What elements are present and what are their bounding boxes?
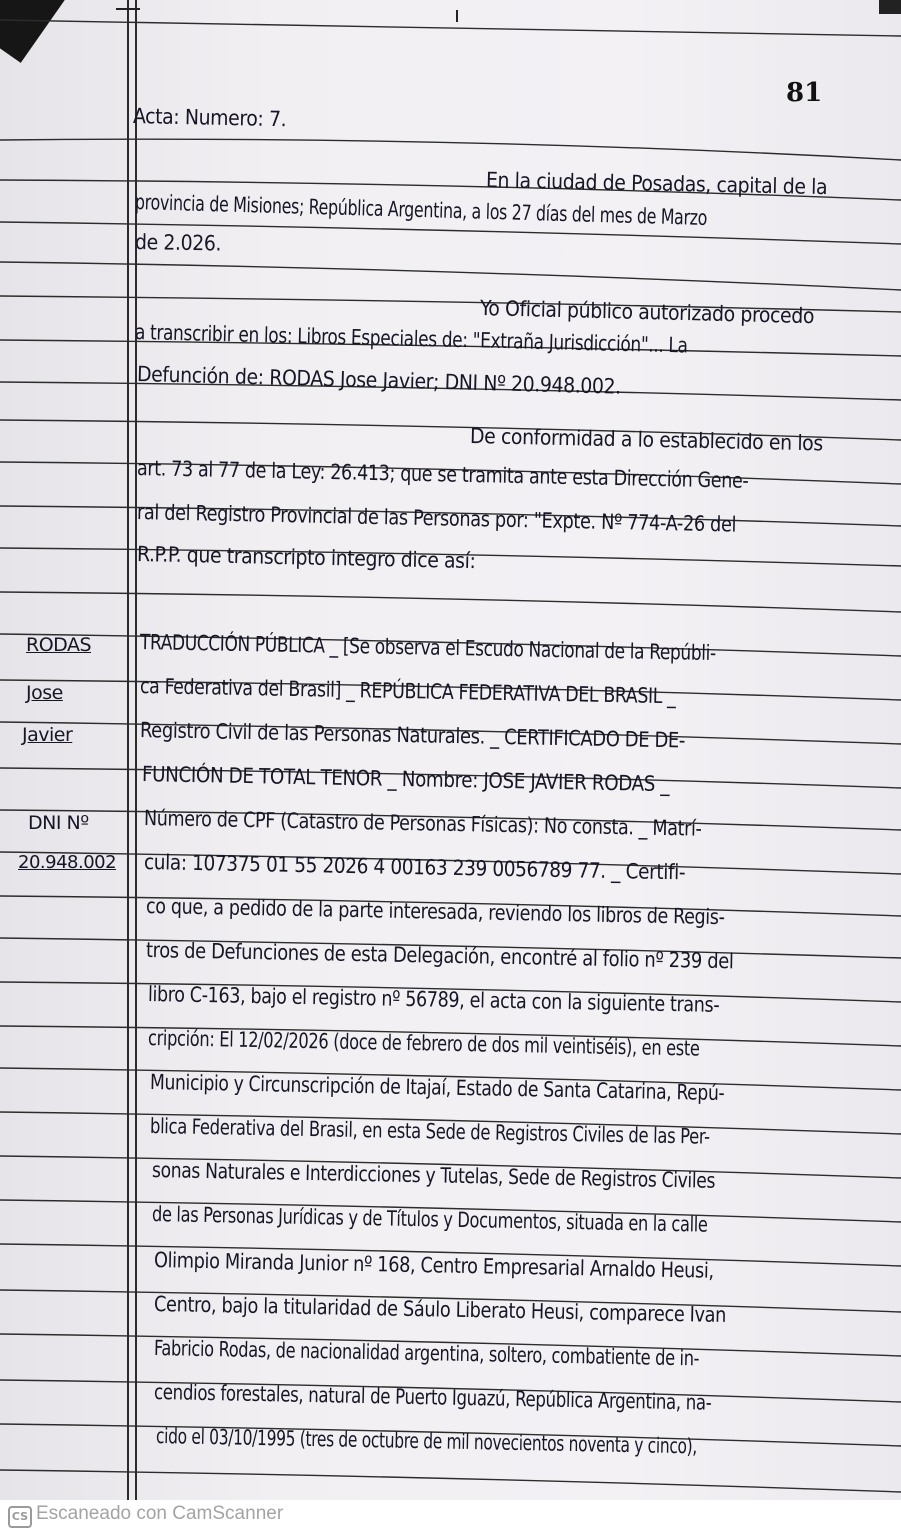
text-line: a transcribir en los: Libros Especiales de: "Extraña Jurisdicción"... La — [134, 320, 688, 358]
margin-line-inner — [135, 0, 137, 1500]
margin-note-first-name: Jose — [26, 682, 63, 704]
margin-line-outer — [127, 0, 129, 1500]
scanner-watermark-text: Escaneado con CamScanner — [36, 1503, 284, 1524]
text-line: Defunción de: RODAS Jose Javier; DNI Nº 20.948.002. — [136, 362, 622, 399]
text-line: art. 73 al 77 de la Ley: 26.413; que se tramita ante esta Dirección Gene- — [136, 456, 749, 493]
margin-note-dni-label: DNI Nº — [28, 812, 89, 834]
page-tick — [456, 10, 458, 22]
text-line: ca Federativa del Brasil] _ REPÚBLICA FEDERATIVA DEL BRASIL _ — [139, 674, 676, 709]
text-line: Municipio y Circunscripción de Itajaí, Estado de Santa Catarina, Repú- — [149, 1070, 725, 1106]
margin-note-surname: RODAS — [26, 634, 92, 656]
text-line: De conformidad a lo establecido en los — [469, 424, 824, 456]
text-line: provincia de Misiones; República Argentina, a los 27 días del mes de Marzo — [134, 190, 708, 230]
margin-tick — [116, 8, 140, 10]
text-line: libro C-163, bajo el registro nº 56789, el acta con la siguiente trans- — [147, 982, 720, 1017]
text-line: Fabricio Rodas, de nacionalidad argentina, soltero, combatiente de in- — [153, 1336, 700, 1371]
margin-note-second-name: Javier — [22, 724, 73, 746]
text-line: blica Federativa del Brasil, en esta Sede de Registros Civiles de las Per- — [149, 1114, 710, 1149]
text-line: de las Personas Jurídicas y de Títulos y Documentos, situada en la calle — [151, 1202, 708, 1237]
camscanner-icon: CS — [8, 1506, 32, 1528]
text-line: R.P.P. que transcripto integro dice así: — [136, 542, 476, 574]
text-line: TRADUCCIÓN PÚBLICA _ [Se observa el Escudo Nacional de la Repúbli- — [139, 630, 716, 666]
page-number: 81 — [786, 78, 823, 108]
text-line: ral del Registro Provincial de las Personas por: "Expte. Nº 774-A-26 del — [136, 500, 737, 537]
margin-note-dni-number: 20.948.002 — [18, 852, 117, 873]
text-line: Número de CPF (Catastro de Personas Físicas): No consta. _ Matrí- — [143, 806, 702, 841]
text-line: sonas Naturales e Interdicciones y Tutelas, Sede de Registros Civiles — [151, 1158, 716, 1193]
text-line: cido el 03/10/1995 (tres de octubre de mil novecientos noventa y cinco), — [155, 1424, 698, 1459]
text-line: de 2.026. — [134, 230, 222, 256]
text-line: FUNCIÓN DE TOTAL TENOR _ Nombre: JOSE JAVIER RODAS _ — [141, 762, 670, 797]
text-line: co que, a pedido de la parte interesada, reviendo los libros de Regis- — [145, 894, 725, 930]
text-line: cripción: El 12/02/2026 (doce de febrero de dos mil veintiséis), en este — [147, 1026, 700, 1061]
text-line: Registro Civil de las Personas Naturales. _ CERTIFICADO DE DE- — [139, 718, 686, 753]
text-line: Centro, bajo la titularidad de Sáulo Liberato Heusi, comparece Ivan — [153, 1292, 727, 1327]
text-line: En la ciudad de Posadas, capital de la — [485, 168, 828, 200]
text-line: cendios forestales, natural de Puerto Iguazú, República Argentina, na- — [153, 1380, 712, 1415]
text-line: Olimpio Miranda Junior nº 168, Centro Empresarial Arnaldo Heusi, — [153, 1248, 714, 1283]
text-line: Acta: Numero: 7. — [132, 104, 287, 132]
text-line: cula: 107375 01 55 2026 4 00163 239 0056789 77. _ Certifi- — [143, 850, 686, 885]
text-line: Yo Oficial público autorizado procedo — [479, 296, 815, 329]
text-line: tros de Defunciones de esta Delegación, encontré al folio nº 239 del — [145, 938, 734, 974]
